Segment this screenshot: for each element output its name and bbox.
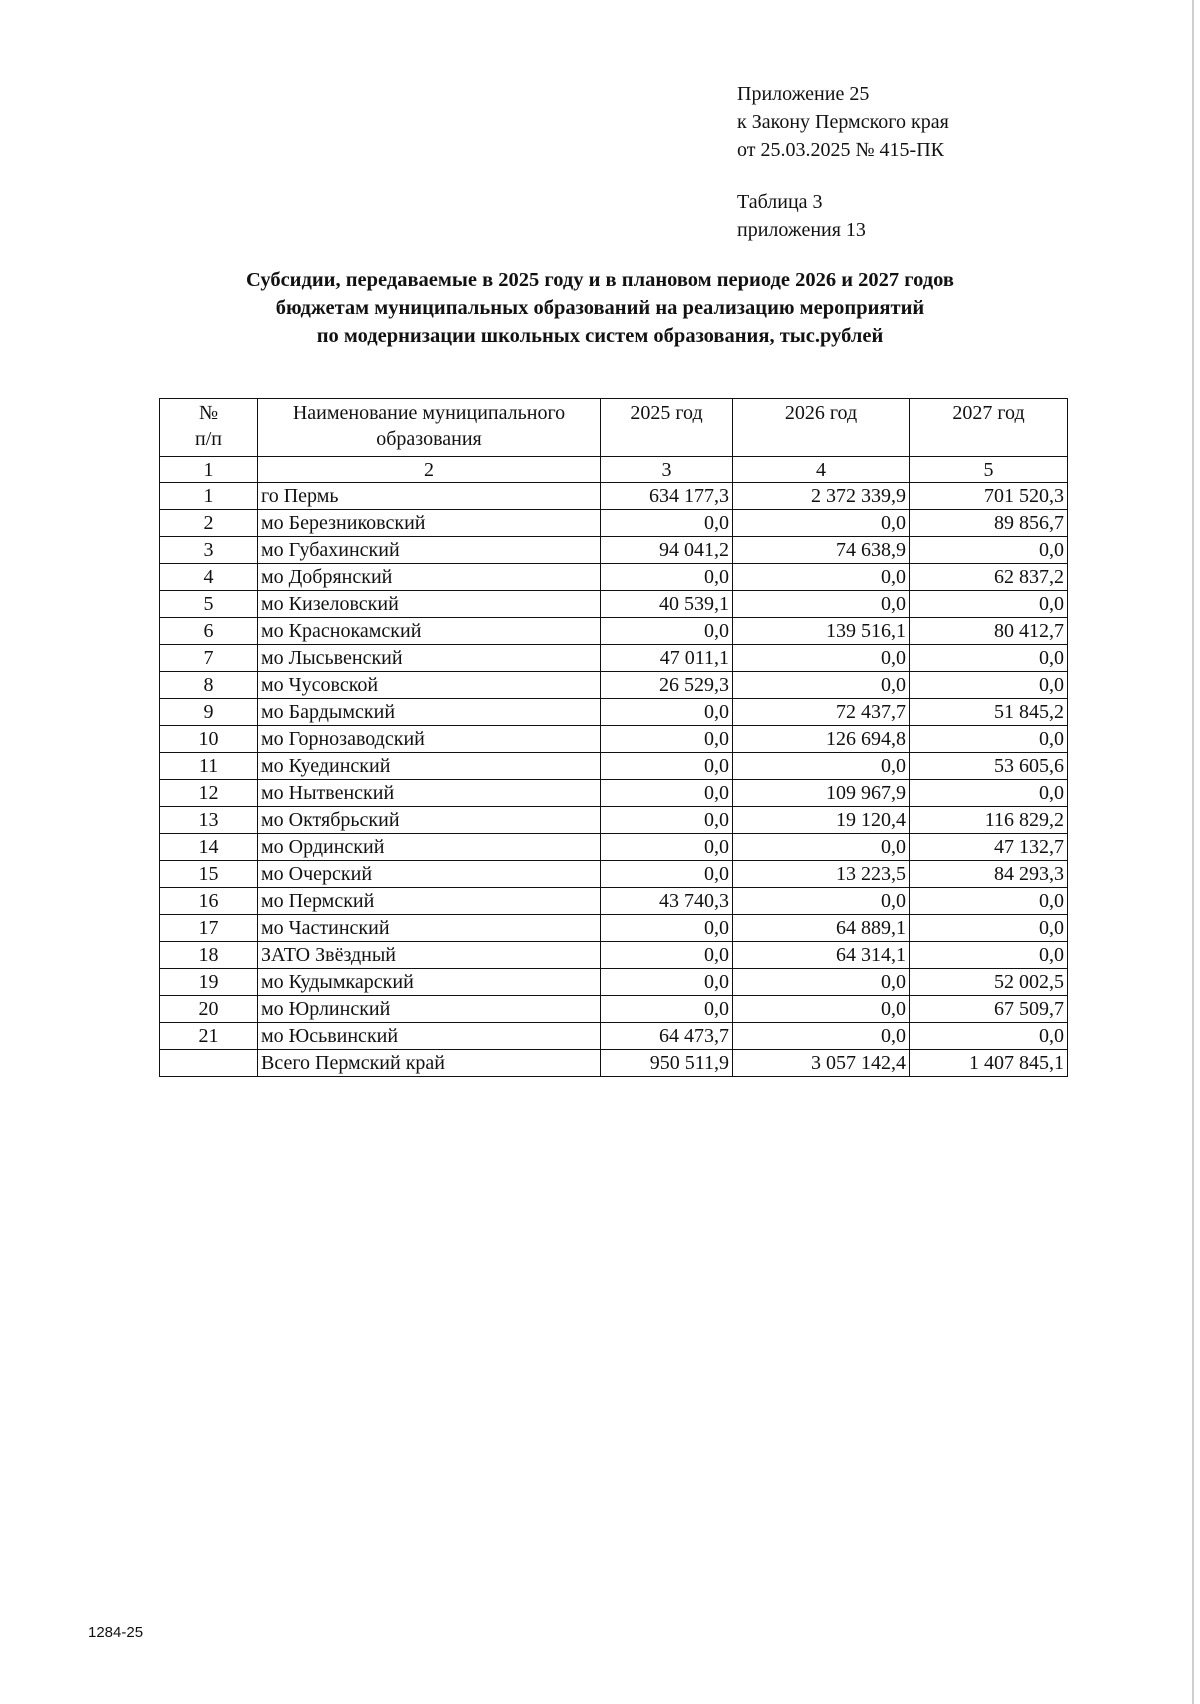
value-2026-cell: 0,0 [733, 510, 910, 537]
table-row [160, 780, 1068, 807]
value-2026-cell: 0,0 [733, 564, 910, 591]
value-2027-cell: 0,0 [910, 591, 1068, 618]
column-number: 4 [733, 457, 910, 483]
value-2026-cell: 74 638,9 [733, 537, 910, 564]
value-2025-cell: 26 529,3 [601, 672, 733, 699]
table-row [160, 888, 1068, 915]
value-2025-cell: 0,0 [601, 915, 733, 942]
row-number-cell: 3 [160, 537, 258, 564]
municipality-name-cell: мо Ординский [258, 834, 601, 861]
value-2027-cell: 701 520,3 [910, 483, 1068, 510]
value-2027-cell: 89 856,7 [910, 510, 1068, 537]
table-row [160, 645, 1068, 672]
table-row [160, 996, 1068, 1023]
value-2027-cell: 52 002,5 [910, 969, 1068, 996]
table-row [160, 618, 1068, 645]
value-2025-cell: 0,0 [601, 510, 733, 537]
value-2025-cell: 0,0 [601, 699, 733, 726]
value-2026-cell: 2 372 339,9 [733, 483, 910, 510]
document-title [100, 266, 1100, 350]
row-number-cell: 15 [160, 861, 258, 888]
value-2027-cell: 80 412,7 [910, 618, 1068, 645]
value-2027-cell: 67 509,7 [910, 996, 1068, 1023]
total-row [160, 1050, 1068, 1077]
page-edge-line [1192, 0, 1194, 1704]
appendix-line-2: к Закону Пермского края [737, 111, 949, 133]
value-2027-cell: 51 845,2 [910, 699, 1068, 726]
value-2027-cell: 0,0 [910, 645, 1068, 672]
row-number-cell: 11 [160, 753, 258, 780]
municipality-name-cell: мо Лысьвенский [258, 645, 601, 672]
municipality-name-cell: мо Юсьвинский [258, 1023, 601, 1050]
value-2026-cell: 64 889,1 [733, 915, 910, 942]
table-row [160, 942, 1068, 969]
value-2025-cell: 0,0 [601, 861, 733, 888]
column-number: 3 [601, 457, 733, 483]
value-2025-cell: 0,0 [601, 780, 733, 807]
value-2025-cell: 40 539,1 [601, 591, 733, 618]
value-2027-cell: 0,0 [910, 537, 1068, 564]
value-2027-cell: 0,0 [910, 915, 1068, 942]
row-number-cell: 7 [160, 645, 258, 672]
row-number-cell: 14 [160, 834, 258, 861]
value-2025-cell: 0,0 [601, 618, 733, 645]
value-2027-cell: 0,0 [910, 888, 1068, 915]
table-row [160, 699, 1068, 726]
column-number: 2 [258, 457, 601, 483]
value-2027-cell: 0,0 [910, 780, 1068, 807]
value-2025-cell: 634 177,3 [601, 483, 733, 510]
table-row [160, 753, 1068, 780]
header-year-2026: 2026 год [733, 399, 910, 457]
municipality-name-cell: мо Нытвенский [258, 780, 601, 807]
value-2027-cell: 62 837,2 [910, 564, 1068, 591]
municipality-name-cell: мо Кизеловский [258, 591, 601, 618]
value-2027-cell: 0,0 [910, 672, 1068, 699]
value-2027-cell: 0,0 [910, 726, 1068, 753]
row-number-cell: 8 [160, 672, 258, 699]
value-2027-cell: 53 605,6 [910, 753, 1068, 780]
municipality-name-cell: мо Бардымский [258, 699, 601, 726]
value-2025-cell: 47 011,1 [601, 645, 733, 672]
header-year-2025: 2025 год [601, 399, 733, 457]
table-row [160, 510, 1068, 537]
row-number-cell: 17 [160, 915, 258, 942]
table-row [160, 483, 1068, 510]
row-number-cell: 12 [160, 780, 258, 807]
header-year-2027: 2027 год [910, 399, 1068, 457]
table-body [160, 483, 1068, 1077]
header-municipality-name [258, 399, 601, 457]
header-row-number [160, 399, 258, 457]
table-ref-line-2: приложения 13 [737, 219, 866, 241]
header-name-line-1: Наименование муниципального [292, 402, 566, 424]
value-2026-cell: 13 223,5 [733, 861, 910, 888]
value-2027-cell: 0,0 [910, 942, 1068, 969]
municipality-name-cell: мо Горнозаводский [258, 726, 601, 753]
municipality-name-cell: мо Куединский [258, 753, 601, 780]
municipality-name-cell: мо Добрянский [258, 564, 601, 591]
header-name-line-2: образования [376, 428, 482, 450]
table-row [160, 537, 1068, 564]
value-2026-cell: 0,0 [733, 672, 910, 699]
value-2025-cell: 0,0 [601, 996, 733, 1023]
value-2026-cell: 0,0 [733, 591, 910, 618]
value-2026-cell: 109 967,9 [733, 780, 910, 807]
municipality-name-cell: мо Краснокамский [258, 618, 601, 645]
value-2026-cell: 64 314,1 [733, 942, 910, 969]
value-2025-cell: 0,0 [601, 564, 733, 591]
value-2026-cell: 72 437,7 [733, 699, 910, 726]
row-number-cell: 1 [160, 483, 258, 510]
subsidies-table [159, 398, 1068, 1077]
table-row [160, 807, 1068, 834]
value-2025-cell: 0,0 [601, 753, 733, 780]
value-2025-cell: 94 041,2 [601, 537, 733, 564]
table-reference [737, 188, 866, 244]
value-2027-cell: 116 829,2 [910, 807, 1068, 834]
value-2027-cell: 47 132,7 [910, 834, 1068, 861]
table-row [160, 591, 1068, 618]
table-row [160, 834, 1068, 861]
header-number-abbr: п/п [195, 428, 222, 450]
appendix-line-3: от 25.03.2025 № 415-ПК [737, 139, 945, 161]
column-number: 1 [160, 457, 258, 483]
value-2026-cell: 0,0 [733, 1023, 910, 1050]
table-row [160, 726, 1068, 753]
header-number-sign: № [198, 402, 219, 424]
value-2025-cell: 64 473,7 [601, 1023, 733, 1050]
municipality-name-cell: го Пермь [258, 483, 601, 510]
value-2026-cell: 0,0 [733, 996, 910, 1023]
value-2027-cell: 84 293,3 [910, 861, 1068, 888]
row-number-cell: 4 [160, 564, 258, 591]
value-2027-cell: 0,0 [910, 1023, 1068, 1050]
row-number-cell: 5 [160, 591, 258, 618]
document-code: 1284-25 [88, 1624, 144, 1641]
row-number-cell: 16 [160, 888, 258, 915]
municipality-name-cell: мо Пермский [258, 888, 601, 915]
row-number-cell: 10 [160, 726, 258, 753]
total-number-cell [160, 1050, 258, 1077]
municipality-name-cell: ЗАТО Звёздный [258, 942, 601, 969]
title-line-1: Субсидии, передаваемые в 2025 году и в плановом периоде 2026 и 2027 годов [246, 269, 954, 291]
value-2025-cell: 0,0 [601, 834, 733, 861]
total-2025-cell: 950 511,9 [601, 1050, 733, 1077]
value-2026-cell: 0,0 [733, 969, 910, 996]
value-2026-cell: 19 120,4 [733, 807, 910, 834]
value-2026-cell: 0,0 [733, 753, 910, 780]
table-row [160, 1023, 1068, 1050]
appendix-reference [737, 80, 949, 164]
column-number-row [160, 457, 1068, 483]
value-2025-cell: 43 740,3 [601, 888, 733, 915]
row-number-cell: 20 [160, 996, 258, 1023]
row-number-cell: 9 [160, 699, 258, 726]
row-number-cell: 19 [160, 969, 258, 996]
appendix-line-1: Приложение 25 [737, 83, 870, 105]
table-row [160, 861, 1068, 888]
row-number-cell: 21 [160, 1023, 258, 1050]
value-2026-cell: 0,0 [733, 888, 910, 915]
municipality-name-cell: мо Чусовской [258, 672, 601, 699]
municipality-name-cell: мо Очерский [258, 861, 601, 888]
value-2025-cell: 0,0 [601, 807, 733, 834]
table-header-row [160, 399, 1068, 457]
total-2026-cell: 3 057 142,4 [733, 1050, 910, 1077]
municipality-name-cell: мо Кудымкарский [258, 969, 601, 996]
table-row [160, 672, 1068, 699]
municipality-name-cell: мо Березниковский [258, 510, 601, 537]
table-ref-line-1: Таблица 3 [737, 191, 823, 213]
value-2026-cell: 126 694,8 [733, 726, 910, 753]
total-2027-cell: 1 407 845,1 [910, 1050, 1068, 1077]
municipality-name-cell: мо Октябрьский [258, 807, 601, 834]
value-2025-cell: 0,0 [601, 942, 733, 969]
title-line-3: по модернизации школьных систем образования, тыс.рублей [316, 325, 884, 347]
value-2025-cell: 0,0 [601, 726, 733, 753]
row-number-cell: 18 [160, 942, 258, 969]
municipality-name-cell: мо Губахинский [258, 537, 601, 564]
municipality-name-cell: мо Частинский [258, 915, 601, 942]
row-number-cell: 13 [160, 807, 258, 834]
value-2025-cell: 0,0 [601, 969, 733, 996]
table-row [160, 915, 1068, 942]
municipality-name-cell: мо Юрлинский [258, 996, 601, 1023]
table-row [160, 564, 1068, 591]
title-line-2: бюджетам муниципальных образований на реализацию мероприятий [275, 297, 925, 319]
row-number-cell: 2 [160, 510, 258, 537]
value-2026-cell: 139 516,1 [733, 618, 910, 645]
total-label-cell: Всего Пермский край [258, 1050, 601, 1077]
value-2026-cell: 0,0 [733, 645, 910, 672]
row-number-cell: 6 [160, 618, 258, 645]
table-row [160, 969, 1068, 996]
value-2026-cell: 0,0 [733, 834, 910, 861]
column-number: 5 [910, 457, 1068, 483]
